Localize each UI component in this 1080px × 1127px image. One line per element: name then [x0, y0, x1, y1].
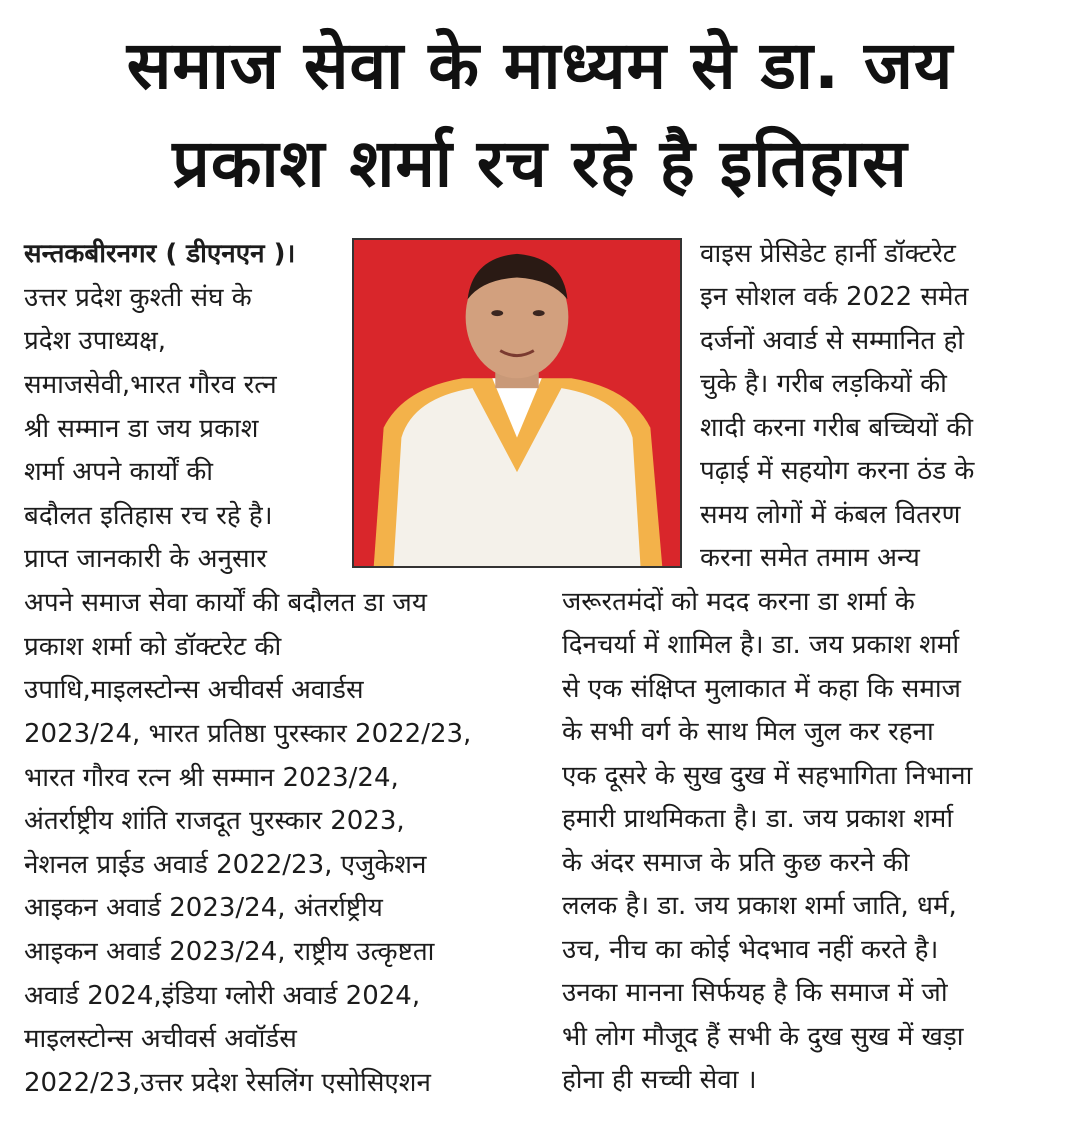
right-column-line: चुके है। गरीब लड़कियों की	[700, 369, 947, 399]
right-column-line: के सभी वर्ग के साथ मिल जुल कर रहना	[562, 717, 934, 747]
left-column-line: प्रदेश उपाध्यक्ष,	[24, 326, 167, 356]
right-column-line: उनका मानना सिर्फयह है कि समाज में जो	[562, 978, 948, 1008]
photo-eye-left	[491, 310, 503, 316]
portrait-photo	[352, 238, 682, 568]
right-column-line: एक दूसरे के सुख दुख में सहभागिता निभाना	[562, 761, 973, 791]
left-column-line: अंतर्राष्ट्रीय शांति राजदूत पुरस्कार 2023,	[24, 806, 405, 836]
left-column-line: 2023/24, भारत प्रतिष्ठा पुरस्कार 2022/23,	[24, 719, 472, 749]
left-column-line: प्रकाश शर्मा को डॉक्टरेट की	[24, 632, 282, 662]
right-column-line: उच, नीच का कोई भेदभाव नहीं करते है।	[562, 935, 939, 965]
right-column-line: जरूरतमंदों को मदद करना डा शर्मा के	[562, 587, 915, 617]
left-column-line: बदौलत इतिहास रच रहे है।	[24, 501, 273, 531]
dateline: सन्तकबीरनगर ( डीएनएन )।	[24, 239, 296, 269]
right-column-line: होना ही सच्ची सेवा ।	[562, 1065, 757, 1095]
right-column-line: शादी करना गरीब बच्चियों की	[700, 413, 974, 443]
left-column-line: भारत गौरव रत्न श्री सम्मान 2023/24,	[24, 763, 399, 793]
right-column-line: के अंदर समाज के प्रति कुछ करने की	[562, 848, 910, 878]
photo-eye-right	[533, 310, 545, 316]
left-column-line: शर्मा अपने कार्यों की	[24, 457, 214, 487]
left-column-line: प्राप्त जानकारी के अनुसार	[24, 544, 267, 574]
right-column-line: पढ़ाई में सहयोग करना ठंड के	[700, 456, 975, 486]
right-column-line: समय लोगों में कंबल वितरण	[700, 500, 961, 530]
right-column-line: वाइस प्रेसिडेट हार्नी डॉक्टरेट	[700, 239, 956, 269]
right-column-line: हमारी प्राथमिकता है। डा. जय प्रकाश शर्मा	[562, 804, 954, 834]
right-column-line: दर्जनों अवार्ड से सम्मानित हो	[700, 326, 965, 356]
left-column-line: उत्तर प्रदेश कुश्ती संघ के	[24, 283, 252, 313]
left-column-line: 2022/23,उत्तर प्रदेश रेसलिंग एसोसिएशन	[24, 1068, 431, 1098]
headline-line-2: प्रकाश शर्मा रच रहे है इतिहास	[172, 125, 908, 202]
right-column-line: भी लोग मौजूद हैं सभी के दुख सुख में खड़ा	[562, 1022, 964, 1052]
headline-line-1: समाज सेवा के माध्यम से डा. जय	[126, 27, 954, 104]
left-column-line: आइकन अवार्ड 2023/24, अंतर्राष्ट्रीय	[24, 893, 383, 923]
left-column-line: अपने समाज सेवा कार्यों की बदौलत डा जय	[24, 588, 427, 618]
left-column-line: आइकन अवार्ड 2023/24, राष्ट्रीय उत्कृष्टता	[24, 937, 435, 967]
left-column-line: श्री सम्मान डा जय प्रकाश	[24, 414, 259, 444]
right-column-line: ललक है। डा. जय प्रकाश शर्मा जाति, धर्म,	[562, 891, 957, 921]
left-column-line: माइलस्टोन्स अचीवर्स अवॉर्डस	[24, 1024, 297, 1054]
left-column-line: उपाधि,माइलस्टोन्स अचीवर्स अवार्डस	[24, 675, 364, 705]
right-column-line: करना समेत तमाम अन्य	[700, 543, 920, 573]
left-column-line: नेशनल प्राईड अवार्ड 2022/23, एजुकेशन	[24, 850, 427, 880]
right-column-line: दिनचर्या में शामिल है। डा. जय प्रकाश शर्मा	[562, 630, 960, 660]
left-column-line: अवार्ड 2024,इंडिया ग्लोरी अवार्ड 2024,	[24, 981, 421, 1011]
right-column-line: इन सोशल वर्क 2022 समेत	[700, 282, 969, 312]
right-column-line: से एक संक्षिप्त मुलाकात में कहा कि समाज	[562, 674, 961, 704]
left-column-line: समाजसेवी,भारत गौरव रत्न	[24, 370, 277, 400]
